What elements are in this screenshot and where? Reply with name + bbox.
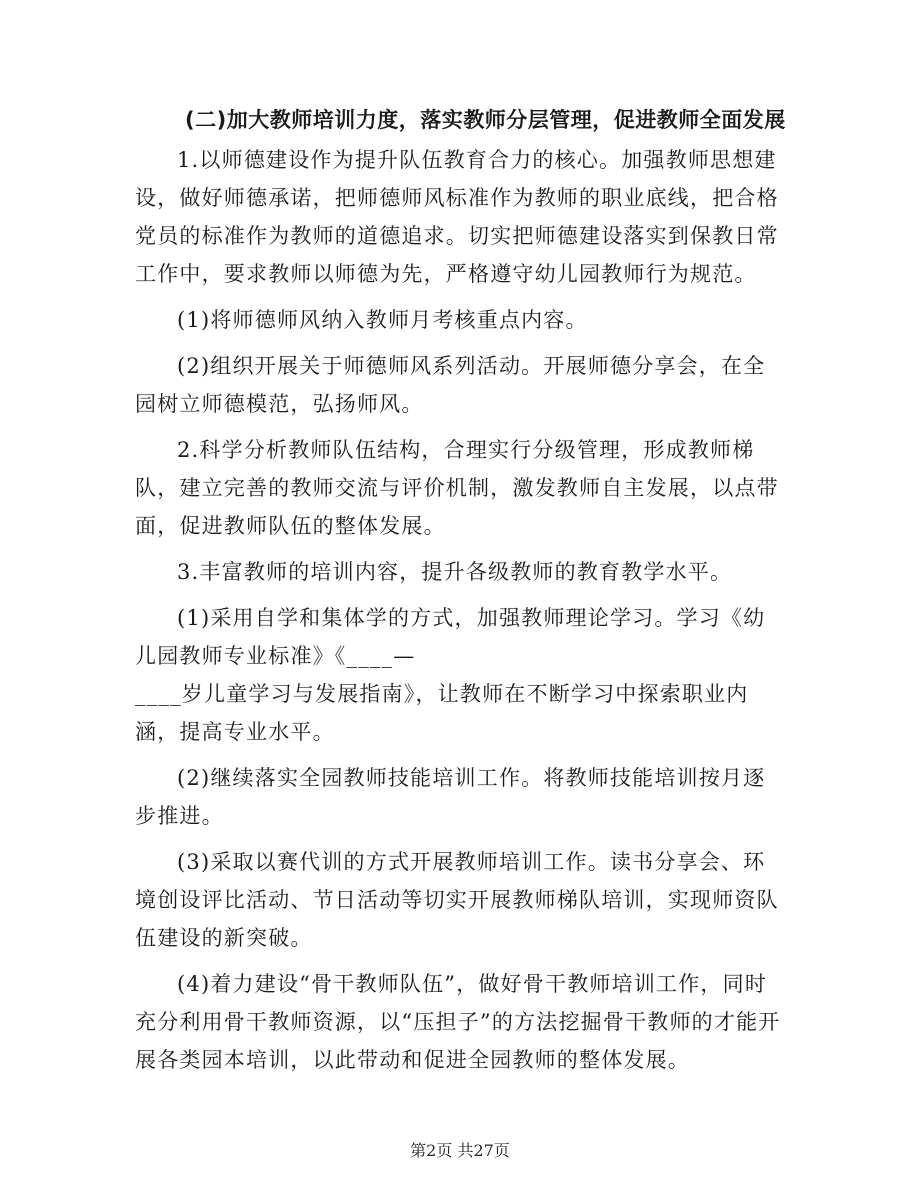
- paragraph-2: 2.科学分析教师队伍结构，合理实行分级管理，形成教师梯队，建立完善的教师交流与评价机制，激发教师自主发展，以点带面，促进教师队伍的整体发展。: [135, 438, 779, 538]
- paragraph-3-2: (2)继续落实全园教师技能培训工作。将教师技能培训按月逐步推进。: [135, 766, 766, 828]
- paragraph-1-2: (2)组织开展关于师德师风系列活动。开展师德分享会，在全园树立师德模范，弘扬师风。: [135, 354, 766, 416]
- section-heading: (二)加大教师培训力度，落实教师分层管理，促进教师全面发展: [185, 108, 786, 132]
- paragraph-1-1: (1)将师德师风纳入教师月考核重点内容。: [177, 308, 588, 332]
- document-body: [135, 102, 785, 1087]
- page-number-footer: 第2页 共27页: [410, 1141, 510, 1160]
- paragraph-3-1-continued: ____岁儿童学习与发展指南》，让教师在不断学习中探索职业内涵，提高专业水平。: [135, 682, 749, 744]
- paragraph-3: 3.丰富教师的培训内容，提升各级教师的教育教学水平。: [177, 560, 733, 584]
- paragraph-3-3: (3)采取以赛代训的方式开展教师培训工作。读书分享会、环境创设评比活动、节日活动等切实开展教师梯队培训，实现师资队伍建设的新突破。: [135, 850, 779, 950]
- paragraph-1: 1.以师德建设作为提升队伍教育合力的核心。加强教师思想建设，做好师德承诺，把师德师风标准作为教师的职业底线，把合格党员的标准作为教师的道德追求。切实把师德建设落实到保教日常工作中，要求教师以师德为先，严格遵守幼儿园教师行为规范。: [135, 148, 779, 286]
- paragraph-3-4: (4)着力建设“骨干教师队伍”，做好骨干教师培训工作，同时充分利用骨干教师资源，以“压担子”的方法挖掘骨干教师的才能开展各类园本培训，以此带动和促进全园教师的整体发展。: [135, 972, 781, 1072]
- paragraph-3-1: (1)采用自学和集体学的方式，加强教师理论学习。学习《幼儿园教师专业标准》《____—: [135, 606, 766, 668]
